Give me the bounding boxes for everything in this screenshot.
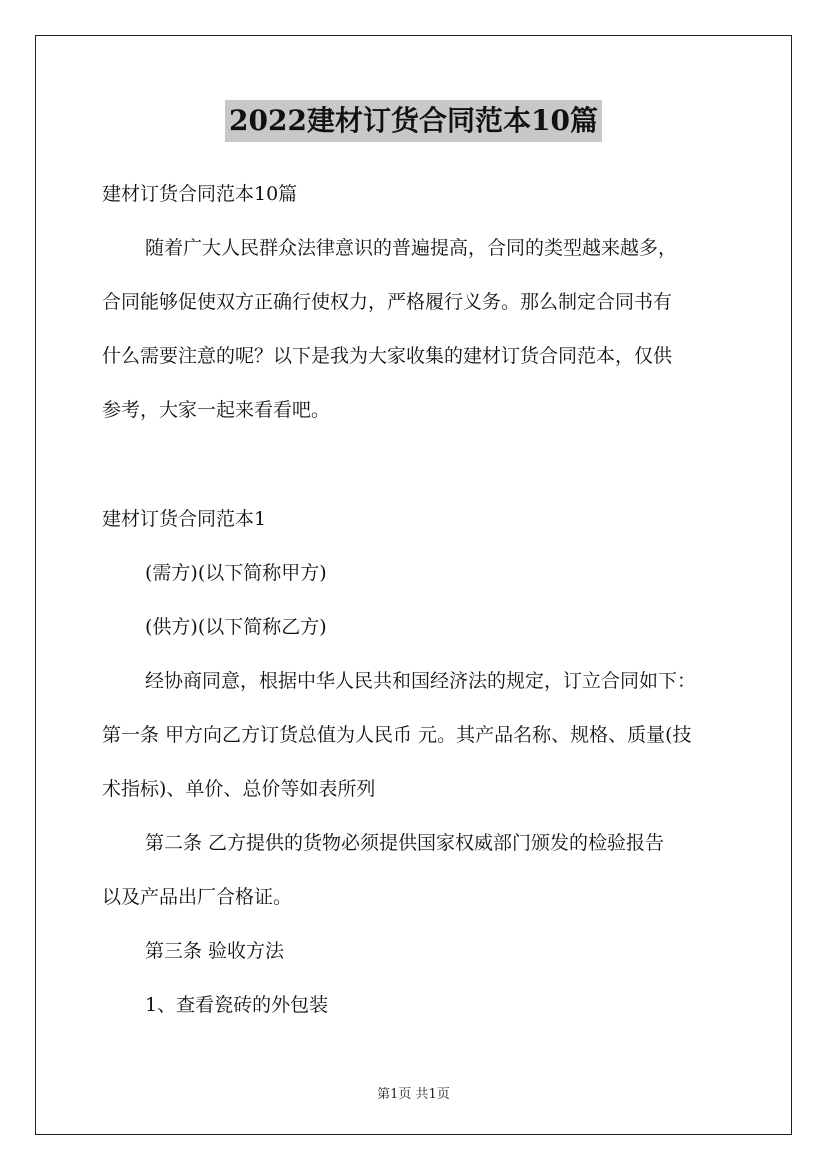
document-subtitle: 建材订货合同范本10篇 <box>102 183 298 205</box>
intro-line: 什么需要注意的呢？以下是我为大家收集的建材订货合同范本，仅供 <box>102 345 673 367</box>
party-a-line: (需方)(以下简称甲方) <box>145 562 327 584</box>
intro-line: 随着广大人民群众法律意识的普遍提高，合同的类型越来越多， <box>145 237 678 259</box>
page-footer: 第1页 共1页 <box>377 1087 450 1102</box>
intro-line: 合同能够促使双方正确行使权力，严格履行义务。那么制定合同书有 <box>102 291 673 313</box>
preamble-line: 经协商同意，根据中华人民共和国经济法的规定，订立合同如下： <box>145 670 697 692</box>
document-title-wrap <box>0 100 827 142</box>
article3-line: 第三条 验收方法 <box>145 940 285 962</box>
section-heading: 建材订货合同范本1 <box>102 508 267 530</box>
item-line: 1、查看瓷砖的外包装 <box>145 994 329 1016</box>
intro-line: 参考，大家一起来看看吧。 <box>102 399 331 421</box>
article2-line: 以及产品出厂合格证。 <box>102 886 293 908</box>
article1-line: 第一条 甲方向乙方订货总值为人民币 元。其产品名称、规格、质量(技 <box>102 724 692 746</box>
article1-line: 术指标)、单价、总价等如表所列 <box>102 778 376 800</box>
party-b-line: (供方)(以下简称乙方) <box>145 616 327 638</box>
document-title: 2022建材订货合同范本10篇 <box>225 100 602 142</box>
article2-line: 第二条 乙方提供的货物必须提供国家权威部门颁发的检验报告 <box>145 832 665 854</box>
